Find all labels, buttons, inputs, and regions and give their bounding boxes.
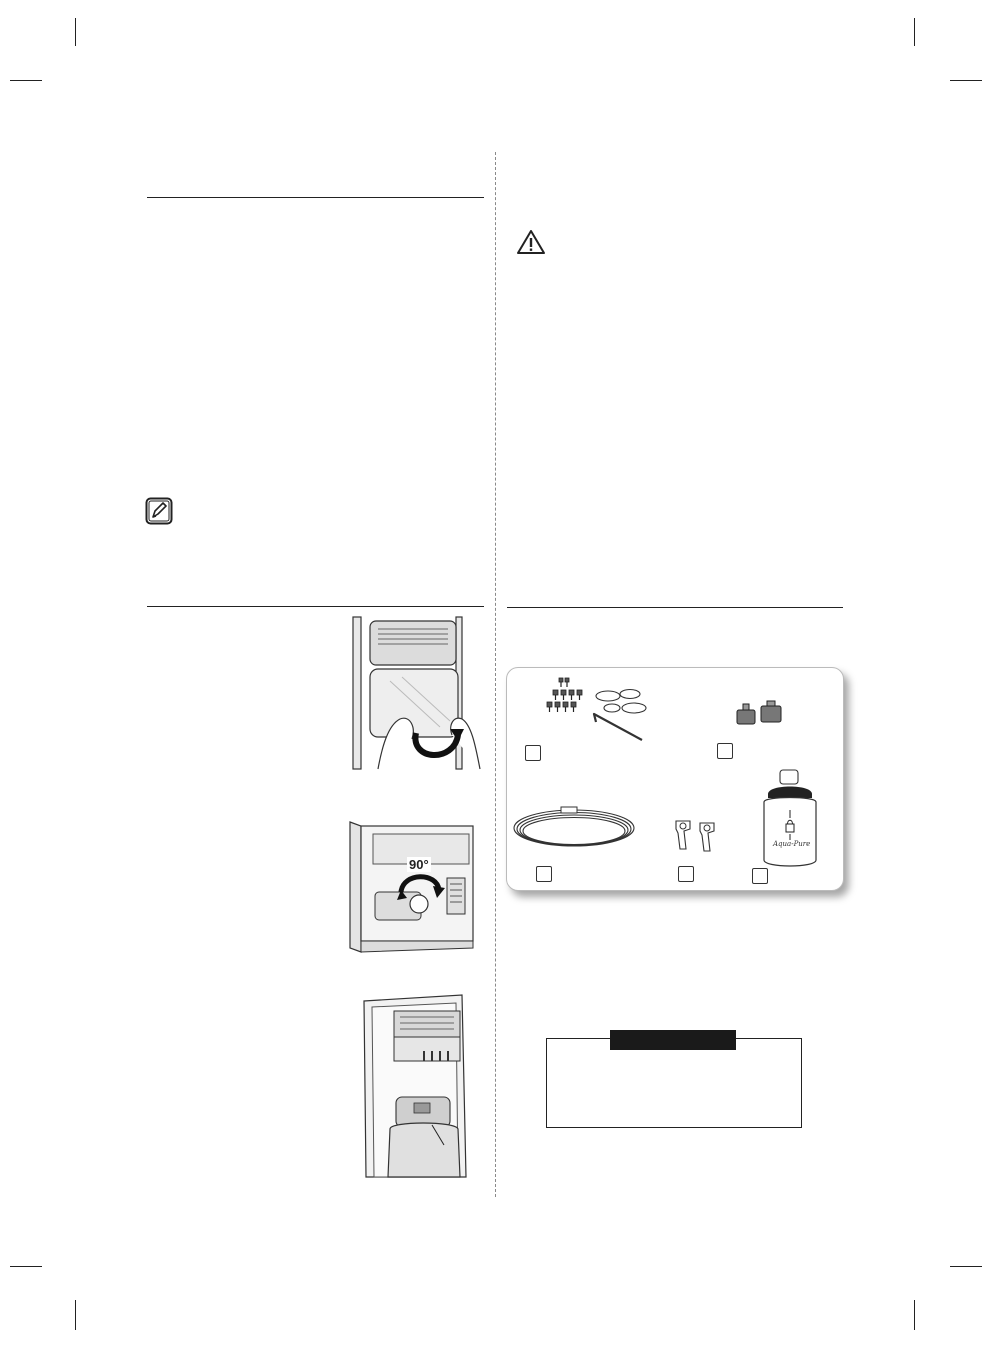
crop-mark xyxy=(950,1266,982,1267)
part-number-box xyxy=(536,866,552,882)
label-frame xyxy=(546,1038,802,1128)
adapter-fittings-icon xyxy=(733,700,789,728)
part-number-box xyxy=(717,743,733,759)
section-rule xyxy=(147,197,484,198)
filter-housing-illustration xyxy=(362,993,472,1178)
section-rule xyxy=(147,606,484,607)
part-number-box xyxy=(752,868,768,884)
water-filter-cartridge-icon xyxy=(758,768,822,870)
crop-mark xyxy=(75,1300,76,1330)
crop-mark xyxy=(950,80,982,81)
crop-mark xyxy=(10,80,42,81)
section-rule xyxy=(507,607,843,608)
screws-icon xyxy=(544,676,586,722)
water-tube-coil-icon xyxy=(511,804,637,854)
crop-mark xyxy=(10,1266,42,1267)
door-rotation-illustration xyxy=(347,820,477,955)
note-pencil-icon xyxy=(145,497,173,525)
crop-mark xyxy=(914,1300,915,1330)
column-divider xyxy=(495,152,496,1197)
part-number-box xyxy=(678,866,694,882)
warning-triangle-icon xyxy=(516,229,546,255)
part-number-box xyxy=(525,745,541,761)
crop-mark xyxy=(914,18,915,46)
crop-mark xyxy=(75,18,76,46)
label-header-bar xyxy=(610,1030,736,1050)
filter-brand-logo: Aqua-Pure xyxy=(773,840,811,848)
hex-key-icon xyxy=(590,710,646,746)
tube-clips-icon xyxy=(672,817,724,853)
ice-bucket-removal-illustration xyxy=(350,615,490,770)
rotation-angle-label: 90° xyxy=(409,857,429,872)
